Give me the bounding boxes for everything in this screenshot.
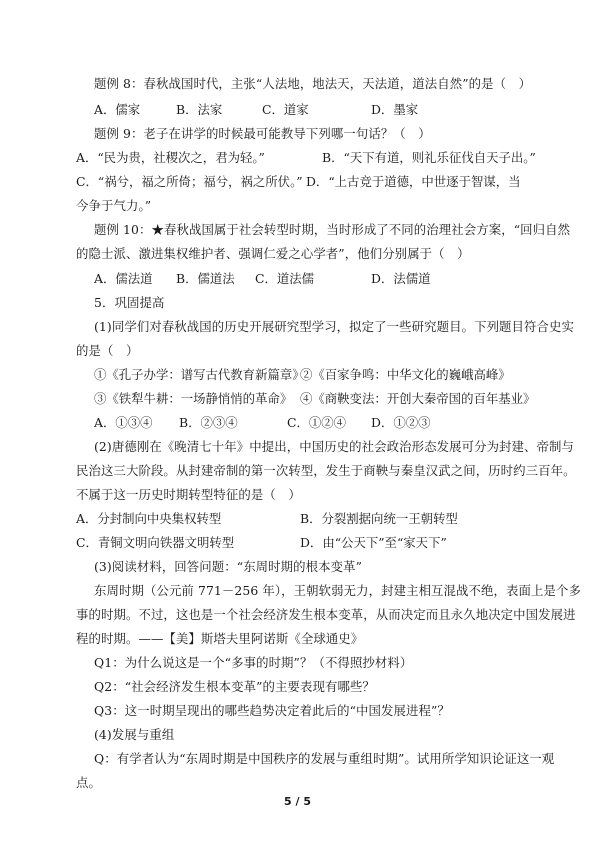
q9-option-c: C．“祸兮，福之所倚；福兮，祸之所伏。” <box>76 174 303 189</box>
p1-item-2: ②《百家争鸣：中华文化的巍峨高峰》 <box>300 367 511 382</box>
p1-item-3: ③《铁犁牛耕：一场静悄悄的革命》 <box>94 391 293 406</box>
section-heading: 5．巩固提高 <box>94 295 165 310</box>
p3-question-3: Q3：这一时期呈现出的哪些趋势决定着此后的“中国发展进程”？ <box>94 703 450 718</box>
q10-option-b: B．儒道法 <box>176 271 235 286</box>
q10-option-d: D．法儒道 <box>371 271 431 286</box>
q8-option-a: A．儒家 <box>94 102 141 117</box>
q10-option-c: C．道法儒 <box>255 271 315 286</box>
p1-option-c: C．①②④ <box>287 415 347 430</box>
q8-option-d: D．墨家 <box>371 102 419 117</box>
p2-stem-line1: (2)唐德刚在《晚清七十年》中提出，中国历史的社会政治形态发展可分为封建、帝制与 <box>94 439 575 454</box>
p2-stem-line3: 不属于这一历史时期转型特征的是（ ） <box>76 487 301 502</box>
p3-title: (3)阅读材料，回答问题：“东周时期的根本变革” <box>94 559 363 574</box>
q8-option-c: C．道家 <box>262 102 309 117</box>
p1-option-a: A．①③④ <box>94 415 153 430</box>
q9-option-d-cont: 今争于气力。” <box>76 198 152 213</box>
p4-question-line2: 点。 <box>76 775 101 790</box>
q9-option-b: B．“天下有道，则礼乐征伐自天子出。” <box>322 150 536 165</box>
p4-title: (4)发展与重组 <box>94 727 175 742</box>
p3-material-line2: 事的时期。不过，这也是一个社会经济发生根本变革，从而决定而且永久地决定中国发展进 <box>76 607 576 622</box>
p3-question-2: Q2：“社会经济发生根本变革”的主要表现有哪些？ <box>94 679 375 694</box>
p4-question-line1: Q：有学者认为“东周时期是中国秩序的发展与重组时期”。试用所学知识论证这一观 <box>94 751 555 766</box>
p2-option-a: A．分封制向中央集权转型 <box>76 511 222 526</box>
q8-option-b: B．法家 <box>176 102 223 117</box>
p3-material-line3: 程的时期。——【美】斯塔夫里阿诺斯《全球通史》 <box>76 631 364 646</box>
p1-stem-line1: (1)同学们对春秋战国的历史开展研究型学习，拟定了一些研究题目。下列题目符合史实 <box>94 319 575 334</box>
p1-stem-line2: 的是（ ） <box>76 343 139 358</box>
p1-option-d: D．①②③ <box>371 415 431 430</box>
p2-option-d: D．由“公天下”至“家天下” <box>300 535 447 550</box>
q9-option-a: A．“民为贵，社稷次之，君为轻。” <box>76 150 265 165</box>
p3-question-1: Q1：为什么说这是一个“多事的时期”？（不得照抄材料） <box>94 655 413 670</box>
q10-stem-line2: 的隐士派、激进集权维护者、强调仁爱之心学者”，他们分别属于（ ） <box>76 246 470 261</box>
p2-option-b: B．分裂割据向统一王朝转型 <box>300 511 458 526</box>
p2-stem-line2: 民治这三大阶段。从封建帝制的第一次转型，发生于商鞅与秦皇汉武之间，历时约三百年。 <box>76 463 576 478</box>
q10-option-a: A．儒法道 <box>94 271 153 286</box>
q8-stem: 题例 8：春秋战国时代，主张“人法地，地法天，天法道，道法自然”的是（ ） <box>94 76 532 91</box>
page-number: 5 / 5 <box>284 795 311 808</box>
p2-option-c: C．青铜文明向铁器文明转型 <box>76 535 235 550</box>
p1-item-1: ①《孔子办学：谱写古代教育新篇章》 <box>94 367 305 382</box>
p3-material-line1: 东周时期（公元前 771－256 年），王朝软弱无力，封建主相互混战不绝，表面上是个多 <box>94 583 581 598</box>
q9-stem: 题例 9：老子在讲学的时候最可能教导下列哪一句话？（ ） <box>94 126 431 141</box>
p1-item-4: ④《商鞅变法：开创大秦帝国的百年基业》 <box>300 391 536 406</box>
q9-option-d: D．“上古竞于道德，中世逐于智谋，当 <box>306 174 521 189</box>
p1-option-b: B．②③④ <box>179 415 238 430</box>
q10-stem-line1: 题例 10：★春秋战国属于社会转型时期，当时形成了不同的治理社会方案，“回归自然 <box>94 222 571 237</box>
